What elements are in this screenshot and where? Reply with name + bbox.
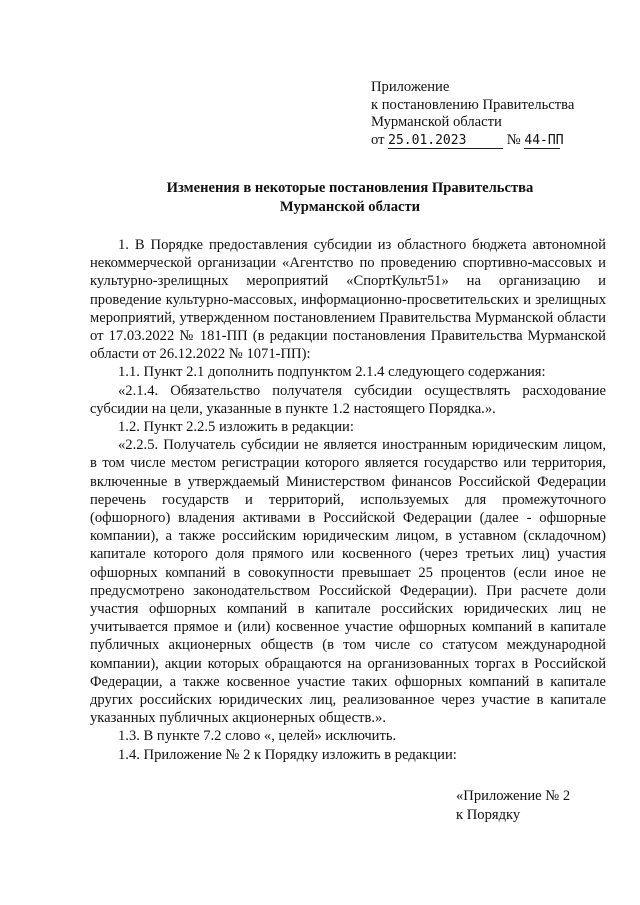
appendix-2-label: «Приложение № 2: [456, 788, 571, 804]
paragraph-2-2-5: «2.2.5. Получатель субсидии не является иностранным юридическим лицом, в том числе местом регистрации которого является государство или территория, включенные в утверждаемый Министерством финансов Российской Федерации перечень государств и территорий, используемых для промежуточного (офшорного) владения активами в Российской Федерации (далее - офшорные компании), а также российским юридическим лицом, в уставном (складочном) капитале которого доля прямого или косвенного (через третьих лиц) участия офшорных компаний в совокупности превышает 25 процентов (если иное не предусмотрено законодательством Российской Федерации). При расчете доли участия офшорных компаний в капитале российских юридических лиц не учитывается прямое и (или) косвенное участие офшорных компаний в капитале публичных акционерных обществ (в том числе со статусом международной компании), акции которых обращаются на организованных торгах в Российской Федерации, а также косвенное участие таких офшорных компаний в капитале других российских юридических лиц, реализованное через участие в капитале указанных публичных акционерных обществ.».: [90, 437, 606, 727]
paragraph-1-4: 1.4. Приложение № 2 к Порядку изложить в редакции:: [118, 746, 457, 763]
appendix-label: Приложение: [371, 79, 450, 95]
from-label: от: [371, 131, 385, 148]
appendix-2-header: [456, 787, 570, 825]
appendix-region-line: Мурманской области: [371, 114, 502, 130]
title-line-2: Мурманской области: [279, 199, 421, 215]
paragraph-2-1-4: «2.1.4. Обязательство получателя субсидии осуществлять расходование субсидии на цели, указанные в пункте 1.2 настоящего Порядка.».: [90, 382, 606, 417]
number-field: 44-ПП: [524, 132, 564, 148]
appendix-2-reference: к Порядку: [456, 807, 521, 823]
document-body: [90, 236, 606, 764]
date-field: 25.01.2023: [388, 133, 503, 149]
title-line-1: Изменения в некоторые постановления Правительства: [166, 180, 534, 196]
paragraph-1-3: 1.3. В пункте 7.2 слово «, целей» исключить.: [118, 728, 397, 745]
number-label: №: [506, 131, 521, 148]
paragraph-1-1: 1.1. Пункт 2.1 дополнить подпунктом 2.1.4 следующего содержания:: [118, 364, 546, 381]
appendix-date-number-line: [371, 132, 574, 150]
document-title: [90, 179, 610, 217]
appendix-header: [371, 79, 574, 149]
appendix-resolution-line: к постановлению Правительства: [371, 96, 575, 113]
paragraph-1: 1. В Порядке предоставления субсидии из областного бюджета автономной некоммерческой организации «Агентство по проведению спортивно-массовых и культурно-зрелищных мероприятий «СпортКульт51» на организацию и проведение культурно-массовых, информационно-просветительских и зрелищных мероприятий, утвержденном постановлением Правительства Мурманской области от 17.03.2022 № 181-ПП (в редакции постановления Правительства Мурманской области от 26.12.2022 № 1071-ПП):: [90, 237, 606, 363]
paragraph-1-2: 1.2. Пункт 2.2.5 изложить в редакции:: [118, 419, 354, 436]
